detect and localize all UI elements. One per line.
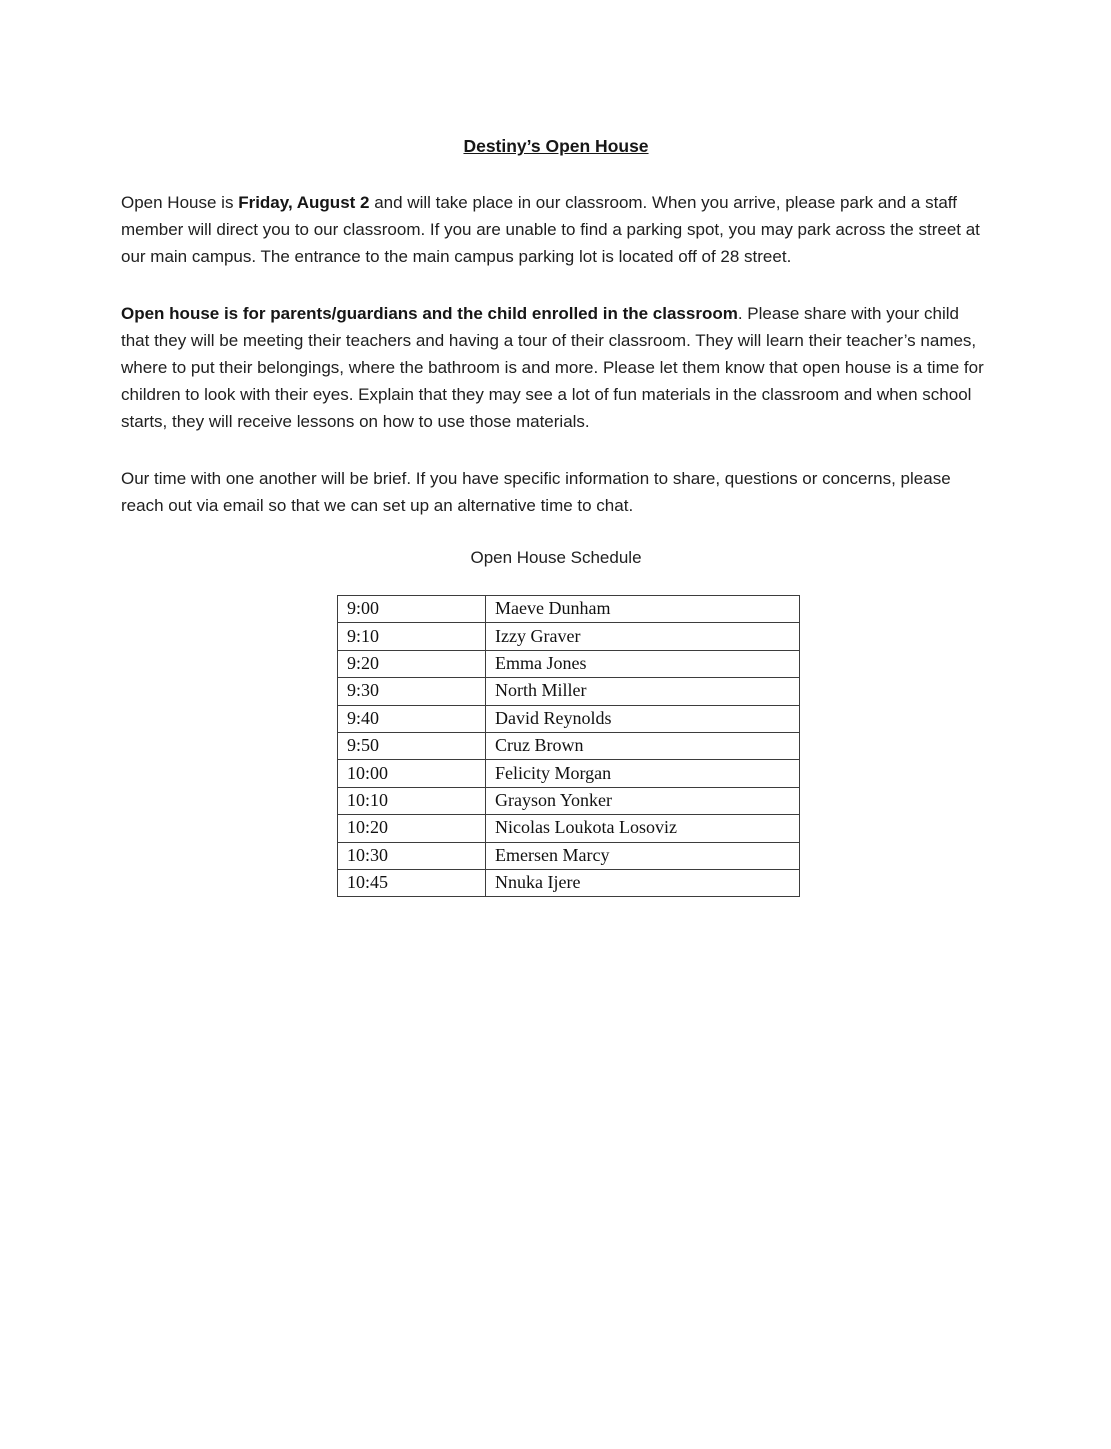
paragraph-segment: Open House is [121, 193, 239, 212]
name-cell: Felicity Morgan [486, 760, 800, 787]
document-title: Destiny’s Open House [463, 136, 649, 156]
paragraph-segment: and will take place in our classroom. When you arrive, please park and a staff member will direct you to our classroom. If you are unable to find a parking spot, you may park across the street at our main campus. The entrance to the main campus parking lot is located off of 28 street. [121, 193, 980, 267]
time-cell: 10:20 [338, 815, 486, 842]
time-cell: 9:50 [338, 732, 486, 759]
schedule-heading: Open House Schedule [470, 548, 642, 568]
time-cell: 10:10 [338, 787, 486, 814]
paragraph [121, 300, 991, 436]
body-paragraphs [121, 189, 991, 519]
time-cell: 10:45 [338, 869, 486, 896]
table-row [338, 678, 800, 705]
table-row [338, 869, 800, 896]
name-cell: Grayson Yonker [486, 787, 800, 814]
schedule-table-body [338, 596, 800, 897]
time-cell: 10:30 [338, 842, 486, 869]
schedule-table [337, 595, 800, 897]
time-cell: 10:00 [338, 760, 486, 787]
name-cell: Cruz Brown [486, 732, 800, 759]
name-cell: Izzy Graver [486, 623, 800, 650]
table-row [338, 760, 800, 787]
table-row [338, 623, 800, 650]
name-cell: Emma Jones [486, 650, 800, 677]
name-cell: North Miller [486, 678, 800, 705]
table-row [338, 732, 800, 759]
time-cell: 9:20 [338, 650, 486, 677]
name-cell: David Reynolds [486, 705, 800, 732]
table-row [338, 705, 800, 732]
paragraph-segment: . Please share with your child that they will be meeting their teachers and having a tour of their classroom. They will learn their teacher’s names, where to put their belongings, where the bathroom is and more. Please let them know that open house is a time for children to look with their eyes. Explain that they may see a lot of fun materials in the classroom and when school starts, they will receive lessons on how to use those materials. [121, 303, 984, 432]
paragraph [121, 465, 991, 519]
name-cell: Maeve Dunham [486, 596, 800, 623]
paragraph-bold-segment: Friday, August 2 [238, 193, 370, 212]
table-row [338, 815, 800, 842]
table-row [338, 787, 800, 814]
time-cell: 9:00 [338, 596, 486, 623]
table-row [338, 842, 800, 869]
time-cell: 9:30 [338, 678, 486, 705]
name-cell: Emersen Marcy [486, 842, 800, 869]
time-cell: 9:10 [338, 623, 486, 650]
paragraph-segment: Our time with one another will be brief. If you have specific information to share, questions or concerns, please reach out via email so that we can set up an alternative time to chat. [121, 468, 951, 515]
paragraph [121, 189, 991, 271]
paragraph-bold-segment: Open house is for parents/guardians and the child enrolled in the classroom [121, 303, 738, 323]
table-row [338, 650, 800, 677]
name-cell: Nicolas Loukota Losoviz [486, 815, 800, 842]
table-row [338, 596, 800, 623]
time-cell: 9:40 [338, 705, 486, 732]
name-cell: Nnuka Ijere [486, 869, 800, 896]
